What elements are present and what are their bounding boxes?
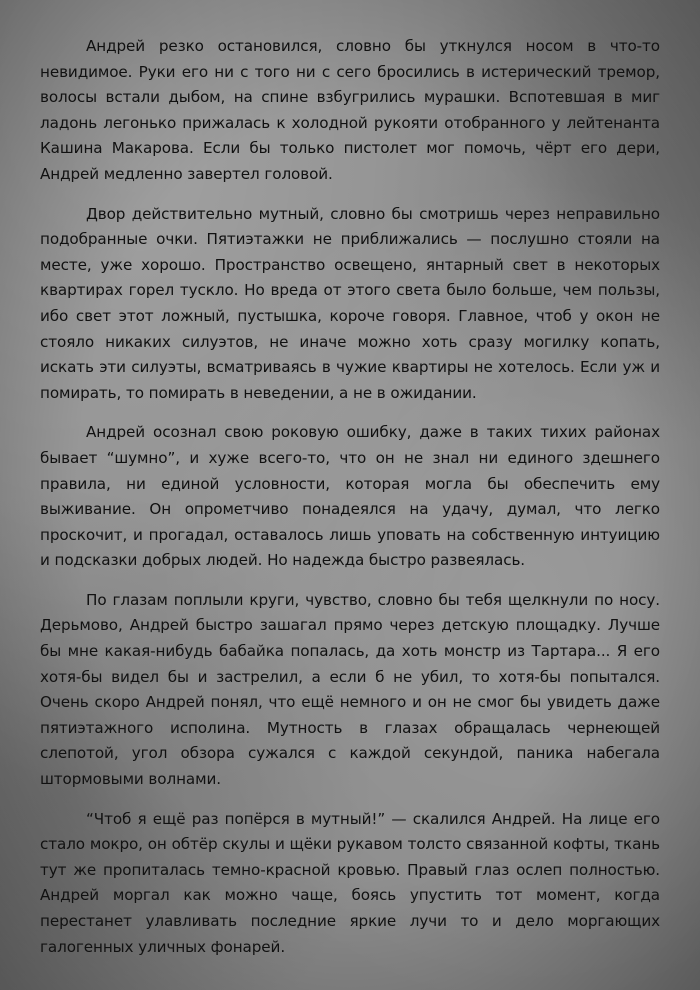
paragraph-4: По глазам поплыли круги, чувство, словно бы тебя щелкнули по носу. Дерьмово, Андрей быстро зашагал прямо через детскую площадку. Лучше бы мне какая-нибудь бабайка попалась, да хоть монстр из Тартара... Я его хотя-бы видел бы и застрелил, а если б не убил, то хотя-бы попытался. Очень скоро Андрей понял, что ещё немного и он не смог бы увидеть даже пятиэтажного исполина. Мутность в глазах обращалась чернеющей слепотой, угол обзора сужался с каждой секундой, паника набегала штормовыми волнами. (40, 590, 660, 789)
document-page (40, 34, 660, 974)
paragraph-3: Андрей осознал свою роковую ошибку, даже в таких тихих районах бывает “шумно”, и хуже всего-то, что он не знал ни единого здешнего правила, ни единой условности, которая могла бы обеспечить ему выживание. Он опрометчиво понадеялся на удачу, думал, что легко проскочит, и прогадал, оставалось лишь уповать на собственную интуицию и подсказки добрых людей. Но надежда быстро развеялась. (40, 423, 660, 570)
paragraph-5: “Чтоб я ещё раз попёрся в мутный!” — скалился Андрей. На лице его стало мокро, он обтёр скулы и щёки рукавом толсто связанной кофты, ткань тут же пропиталась темно-красной кровью. Правый глаз ослеп полностью. Андрей моргал как можно чаще, боясь упустить тот момент, когда перестанет улавливать последние яркие лучи то и дело моргающих галогенных уличных фонарей. (40, 809, 660, 956)
paragraph-2: Двор действительно мутный, словно бы смотришь через неправильно подобранные очки. Пятиэтажки не приближались — послушно стояли на месте, уже хорошо. Пространство освещено, янтарный свет в некоторых квартирах горел тускло. Но вреда от этого света было больше, чем пользы, ибо свет этот ложный, пустышка, короче говоря. Главное, чтоб у окон не стояло никаких силуэтов, не иначе можно хоть сразу могилку копать, искать эти силуэты, всматриваясь в чужие квартиры не хотелось. Если уж и помирать, то помирать в неведении, а не в ожидании. (40, 204, 660, 402)
paragraph-1: Андрей резко остановился, словно бы уткнулся носом в что-то невидимое. Руки его ни с того ни с сего бросились в истерический тремор, волосы встали дыбом, на спине взбугрились мурашки. Вспотевшая в миг ладонь легонько прижалась к холодной рукояти отобранного у лейтенанта Кашина Макарова. Если бы только пистолет мог помочь, чёрт его дери, Андрей медленно завертел головой. (40, 37, 660, 183)
